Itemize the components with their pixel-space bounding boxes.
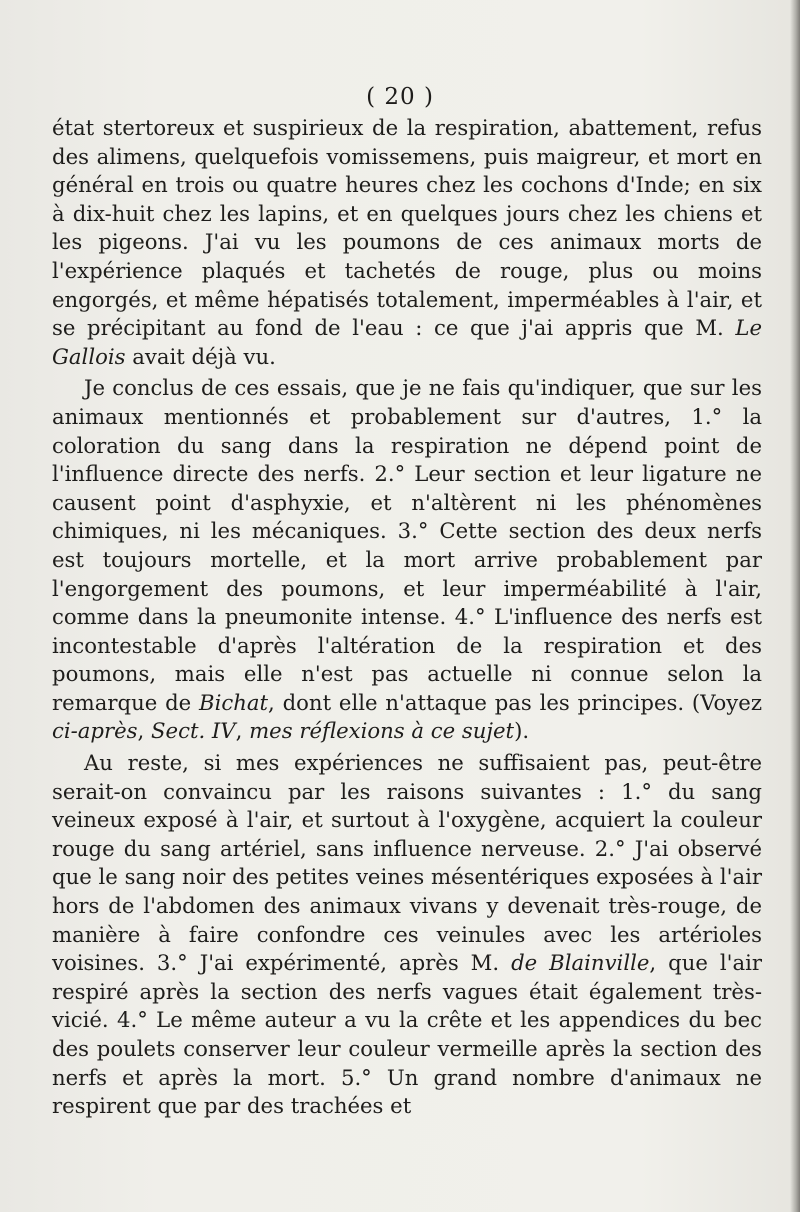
page-edge-shadow	[790, 0, 800, 1212]
paragraph-2-text-5: ).	[514, 718, 530, 744]
paragraph-2-text-1: Je conclus de ces essais, que je ne fais qu'indiquer, que sur les animaux mentionnés et probablement sur d'autres, 1.° la coloration du sang dans la respiration ne dépend point de l'influence directe des nerfs. 2.° Leur section et leur ligature ne causent point d'asphyxie, et n'altèrent ni les phénomènes chimiques, ni les mécaniques. 3.° Cette section des deux nerfs est toujours mortelle, et la mort arrive probablement par l'engorgement des poumons, et leur imperméabilité à l'air, comme dans la pneumonite intense. 4.° L'influence des nerfs est incontestable d'après l'altération de la respiration et des poumons, mais elle n'est pas actuelle ni connue selon la remarque de	[52, 375, 762, 715]
paragraph-2-text-4: ,	[235, 718, 250, 744]
body-text	[52, 114, 762, 1121]
paragraph-2-text-3: ,	[137, 718, 152, 744]
author-name-bichat: Bichat	[199, 689, 269, 715]
paragraph-3-text-2: , que l'air respiré après la section des nerfs vagues était également très-vicié. 4.° Le même auteur a vu la crête et les appendices du bec des poulets conserver leur couleur vermeille après la section des nerfs et après la mort. 5.° Un grand nombre d'animaux ne respirent que par des trachées et	[52, 950, 763, 1119]
paragraph-2	[52, 374, 762, 746]
paragraph-3	[52, 749, 762, 1121]
paragraph-1-text-2: avait déjà vu.	[125, 343, 276, 369]
paragraph-3-text-1: Au reste, si mes expériences ne suffisaient pas, peut-être serait-on convaincu par les raisons suivantes : 1.° du sang veineux exposé à l'air, et surtout à l'oxygène, acquiert la couleur rouge du sang artériel, sans influence nerveuse. 2.° J'ai observé que le sang noir des petites veines mésentériques exposées à l'air hors de l'abdomen des animaux vivans y devenait très-rouge, de manière à faire confondre ces veinules avec les artérioles voisines. 3.° J'ai expérimenté, après M.	[52, 750, 762, 976]
paragraph-2-text-2: , dont elle n'attaque pas les principes. (Voyez	[268, 689, 762, 715]
reference-reflexions: mes réflexions à ce sujet	[249, 718, 515, 744]
author-name-le-gallois: Le Gallois	[52, 315, 762, 369]
author-name-de-blainville: de Blainville	[511, 950, 650, 976]
paragraph-1-text-1: état stertoreux et suspirieux de la respiration, abattement, refus des alimens, quelquefois vomissemens, puis maigreur, et mort en général en trois ou quatre heures chez les cochons d'Inde; en six à dix-huit chez les lapins, et en quelques jours chez les chiens et les pigeons. J'ai vu les poumons de ces animaux morts de l'expérience plaqués et tachetés de rouge, plus ou moins engorgés, et même hépatisés totalement, imperméables à l'air, et se précipitant au fond de l'eau : ce que j'ai appris que M.	[52, 115, 762, 341]
reference-ci-apres: ci-après	[52, 718, 138, 744]
paragraph-1	[52, 114, 762, 371]
reference-section: Sect. IV	[151, 718, 236, 744]
page-number: ( 20 )	[366, 84, 434, 110]
